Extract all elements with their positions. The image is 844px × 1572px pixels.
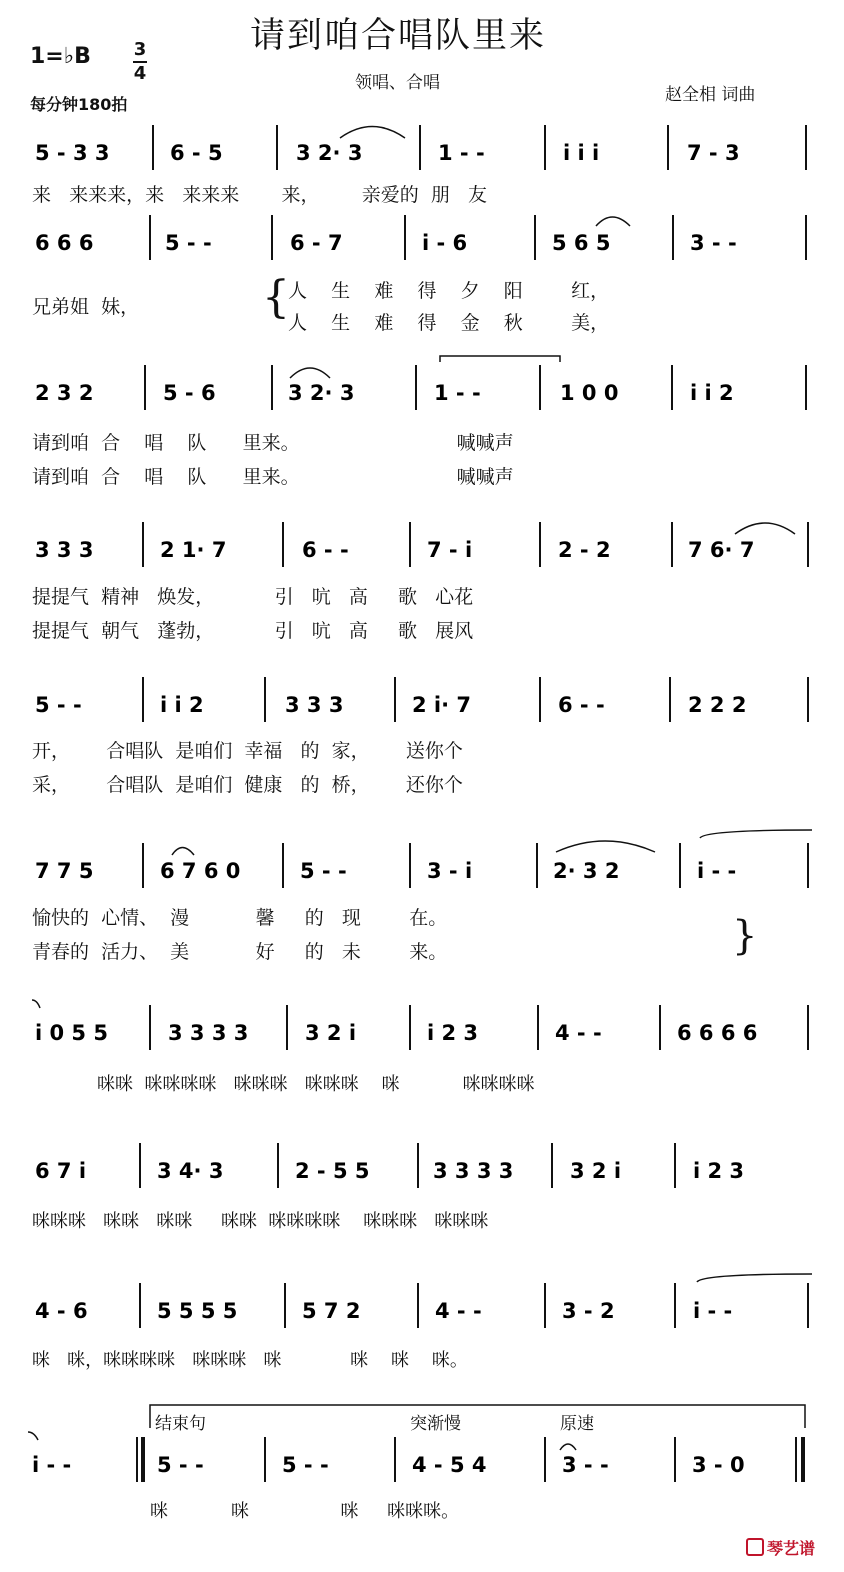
svg-text:4 - -: 4 - - <box>555 1021 602 1045</box>
svg-text:2· 3 2: 2· 3 2 <box>553 859 620 883</box>
row-10-lyrics: 咪 咪 咪 咪咪咪。 <box>150 1501 460 1522</box>
svg-text:3 3 3: 3 3 3 <box>285 693 344 717</box>
section-label-ritardando: 突渐慢 <box>410 1414 461 1434</box>
row-6 <box>35 830 812 888</box>
row-1 <box>35 125 806 170</box>
tempo-marking: 每分钟180拍 <box>30 95 128 114</box>
svg-text:3 - -: 3 - - <box>562 1453 609 1477</box>
svg-text:7 - i: 7 - i <box>427 538 473 562</box>
svg-text:2 - 5 5: 2 - 5 5 <box>295 1159 370 1183</box>
row-3 <box>35 356 806 410</box>
row-7 <box>32 1000 808 1050</box>
row-8-lyrics: 咪咪咪 咪咪 咪咪 咪咪 咪咪咪咪 咪咪咪 咪咪咪 <box>32 1211 489 1232</box>
row-2-lyrics-v1: 人 生 难 得 夕 阳 红， <box>288 280 610 302</box>
logo-icon <box>746 1538 764 1556</box>
svg-text:7 - 3: 7 - 3 <box>687 141 740 165</box>
row-4 <box>35 522 808 567</box>
svg-text:5 5 5 5: 5 5 5 5 <box>157 1299 238 1323</box>
svg-text:6 - 5: 6 - 5 <box>170 141 223 165</box>
svg-text:4 - -: 4 - - <box>435 1299 482 1323</box>
svg-text:1 - -: 1 - - <box>438 141 485 165</box>
svg-text:2 - 2: 2 - 2 <box>558 538 611 562</box>
svg-text:2 1· 7: 2 1· 7 <box>160 538 227 562</box>
row-3-lyrics-v2: 请到咱 合 唱 队 里来。 喊喊声 <box>32 466 514 488</box>
svg-text:3 3 3: 3 3 3 <box>35 538 94 562</box>
watermark-text: 琴艺谱 <box>767 1539 816 1558</box>
performance-note: 领唱、合唱 <box>355 73 440 93</box>
row-8 <box>35 1143 744 1188</box>
svg-text:i 2 3: i 2 3 <box>693 1159 745 1183</box>
row-9 <box>35 1274 812 1328</box>
svg-text:5 6 5: 5 6 5 <box>552 231 611 255</box>
row-1-lyrics: 来 来来来，来 来来来 来， 亲爱的 朋 友 <box>32 184 487 206</box>
row-5-lyrics-v2: 采， 合唱队 是咱们 健康 的 桥， 还你个 <box>32 774 463 796</box>
svg-text:5 - -: 5 - - <box>165 231 212 255</box>
row-5-lyrics-v1: 开， 合唱队 是咱们 幸福 的 家， 送你个 <box>32 740 463 762</box>
svg-text:2 2 2: 2 2 2 <box>688 693 747 717</box>
section-label-a-tempo: 原速 <box>560 1414 594 1434</box>
song-title: 请到咱合唱队里来 <box>250 16 547 56</box>
watermark-logo <box>746 1536 815 1559</box>
row-2-lyrics-lead: 兄弟姐 妹， <box>32 296 140 318</box>
svg-text:3 - i: 3 - i <box>427 859 473 883</box>
row-6-lyrics-v2: 青春的 活力、 美 好 的 未 来。 <box>32 941 448 963</box>
row-4-lyrics-v2: 提提气 朝气 蓬勃， 引 吭 高 歌 展风 <box>32 620 474 642</box>
svg-text:4 - 6: 4 - 6 <box>35 1299 88 1323</box>
svg-text:6 - 7: 6 - 7 <box>290 231 343 255</box>
row-5 <box>35 677 808 722</box>
svg-text:1 0 0: 1 0 0 <box>560 381 619 405</box>
time-sig-top: 3 <box>133 39 147 60</box>
svg-text:5 - 6: 5 - 6 <box>163 381 216 405</box>
svg-text:i i i: i i i <box>563 141 600 165</box>
svg-text:5 - -: 5 - - <box>282 1453 329 1477</box>
svg-text:1 - -: 1 - - <box>434 381 481 405</box>
svg-text:5 - -: 5 - - <box>157 1453 204 1477</box>
author-credit: 赵全相 词曲 <box>665 85 756 105</box>
svg-text:i 0 5 5: i 0 5 5 <box>35 1021 108 1045</box>
svg-text:2 i· 7: 2 i· 7 <box>412 693 472 717</box>
svg-text:6 7 i: 6 7 i <box>35 1159 87 1183</box>
svg-text:5 - -: 5 - - <box>35 693 82 717</box>
svg-text:i - 6: i - 6 <box>422 231 468 255</box>
row-4-lyrics-v1: 提提气 精神 焕发， 引 吭 高 歌 心花 <box>32 586 474 608</box>
svg-text:i 2 3: i 2 3 <box>427 1021 479 1045</box>
row-3-lyrics-v1: 请到咱 合 唱 队 里来。 喊喊声 <box>32 432 514 454</box>
svg-text:i i 2: i i 2 <box>690 381 734 405</box>
svg-text:3 2· 3: 3 2· 3 <box>288 381 355 405</box>
row-1-notes: 5 - 3 3 <box>35 141 110 165</box>
row-9-lyrics: 咪 咪，咪咪咪咪 咪咪咪 咪 咪 咪 咪。 <box>32 1350 468 1371</box>
svg-text:3 3 3 3: 3 3 3 3 <box>433 1159 514 1183</box>
svg-text:3 3 3 3: 3 3 3 3 <box>168 1021 249 1045</box>
verse-brace: { <box>262 272 290 323</box>
svg-text:2 3 2: 2 3 2 <box>35 381 94 405</box>
key-signature: 1=♭B <box>30 44 91 69</box>
row-7-lyrics: 咪咪 咪咪咪咪 咪咪咪 咪咪咪 咪 咪咪咪咪 <box>97 1074 535 1095</box>
svg-text:3 - -: 3 - - <box>690 231 737 255</box>
svg-text:6 - -: 6 - - <box>558 693 605 717</box>
svg-text:3 4· 3: 3 4· 3 <box>157 1159 224 1183</box>
svg-text:5 7 2: 5 7 2 <box>302 1299 361 1323</box>
svg-text:7 7 5: 7 7 5 <box>35 859 94 883</box>
svg-text:6 - -: 6 - - <box>302 538 349 562</box>
svg-text:i - -: i - - <box>32 1453 72 1477</box>
svg-text:6 6 6 6: 6 6 6 6 <box>677 1021 758 1045</box>
time-sig-bottom: 4 <box>133 63 147 84</box>
svg-text:3 - 2: 3 - 2 <box>562 1299 615 1323</box>
svg-text:3 - 0: 3 - 0 <box>692 1453 745 1477</box>
svg-text:3 2 i: 3 2 i <box>305 1021 357 1045</box>
svg-text:i i 2: i i 2 <box>160 693 204 717</box>
svg-text:i - -: i - - <box>693 1299 733 1323</box>
svg-text:4 - 5 4: 4 - 5 4 <box>412 1453 487 1477</box>
closing-brace: } <box>732 913 758 959</box>
svg-text:i - -: i - - <box>697 859 737 883</box>
row-2-lyrics-v2: 人 生 难 得 金 秋 美， <box>288 312 610 334</box>
svg-text:6 7 6 0: 6 7 6 0 <box>160 859 241 883</box>
svg-text:3 2· 3: 3 2· 3 <box>296 141 363 165</box>
row-6-lyrics-v1: 愉快的 心情、 漫 馨 的 现 在。 <box>32 907 448 929</box>
section-label-ending: 结束句 <box>155 1414 206 1434</box>
row-2 <box>35 215 806 260</box>
svg-text:6 6 6: 6 6 6 <box>35 231 94 255</box>
svg-text:5 - -: 5 - - <box>300 859 347 883</box>
svg-text:3 2 i: 3 2 i <box>570 1159 622 1183</box>
svg-text:7 6· 7: 7 6· 7 <box>688 538 755 562</box>
